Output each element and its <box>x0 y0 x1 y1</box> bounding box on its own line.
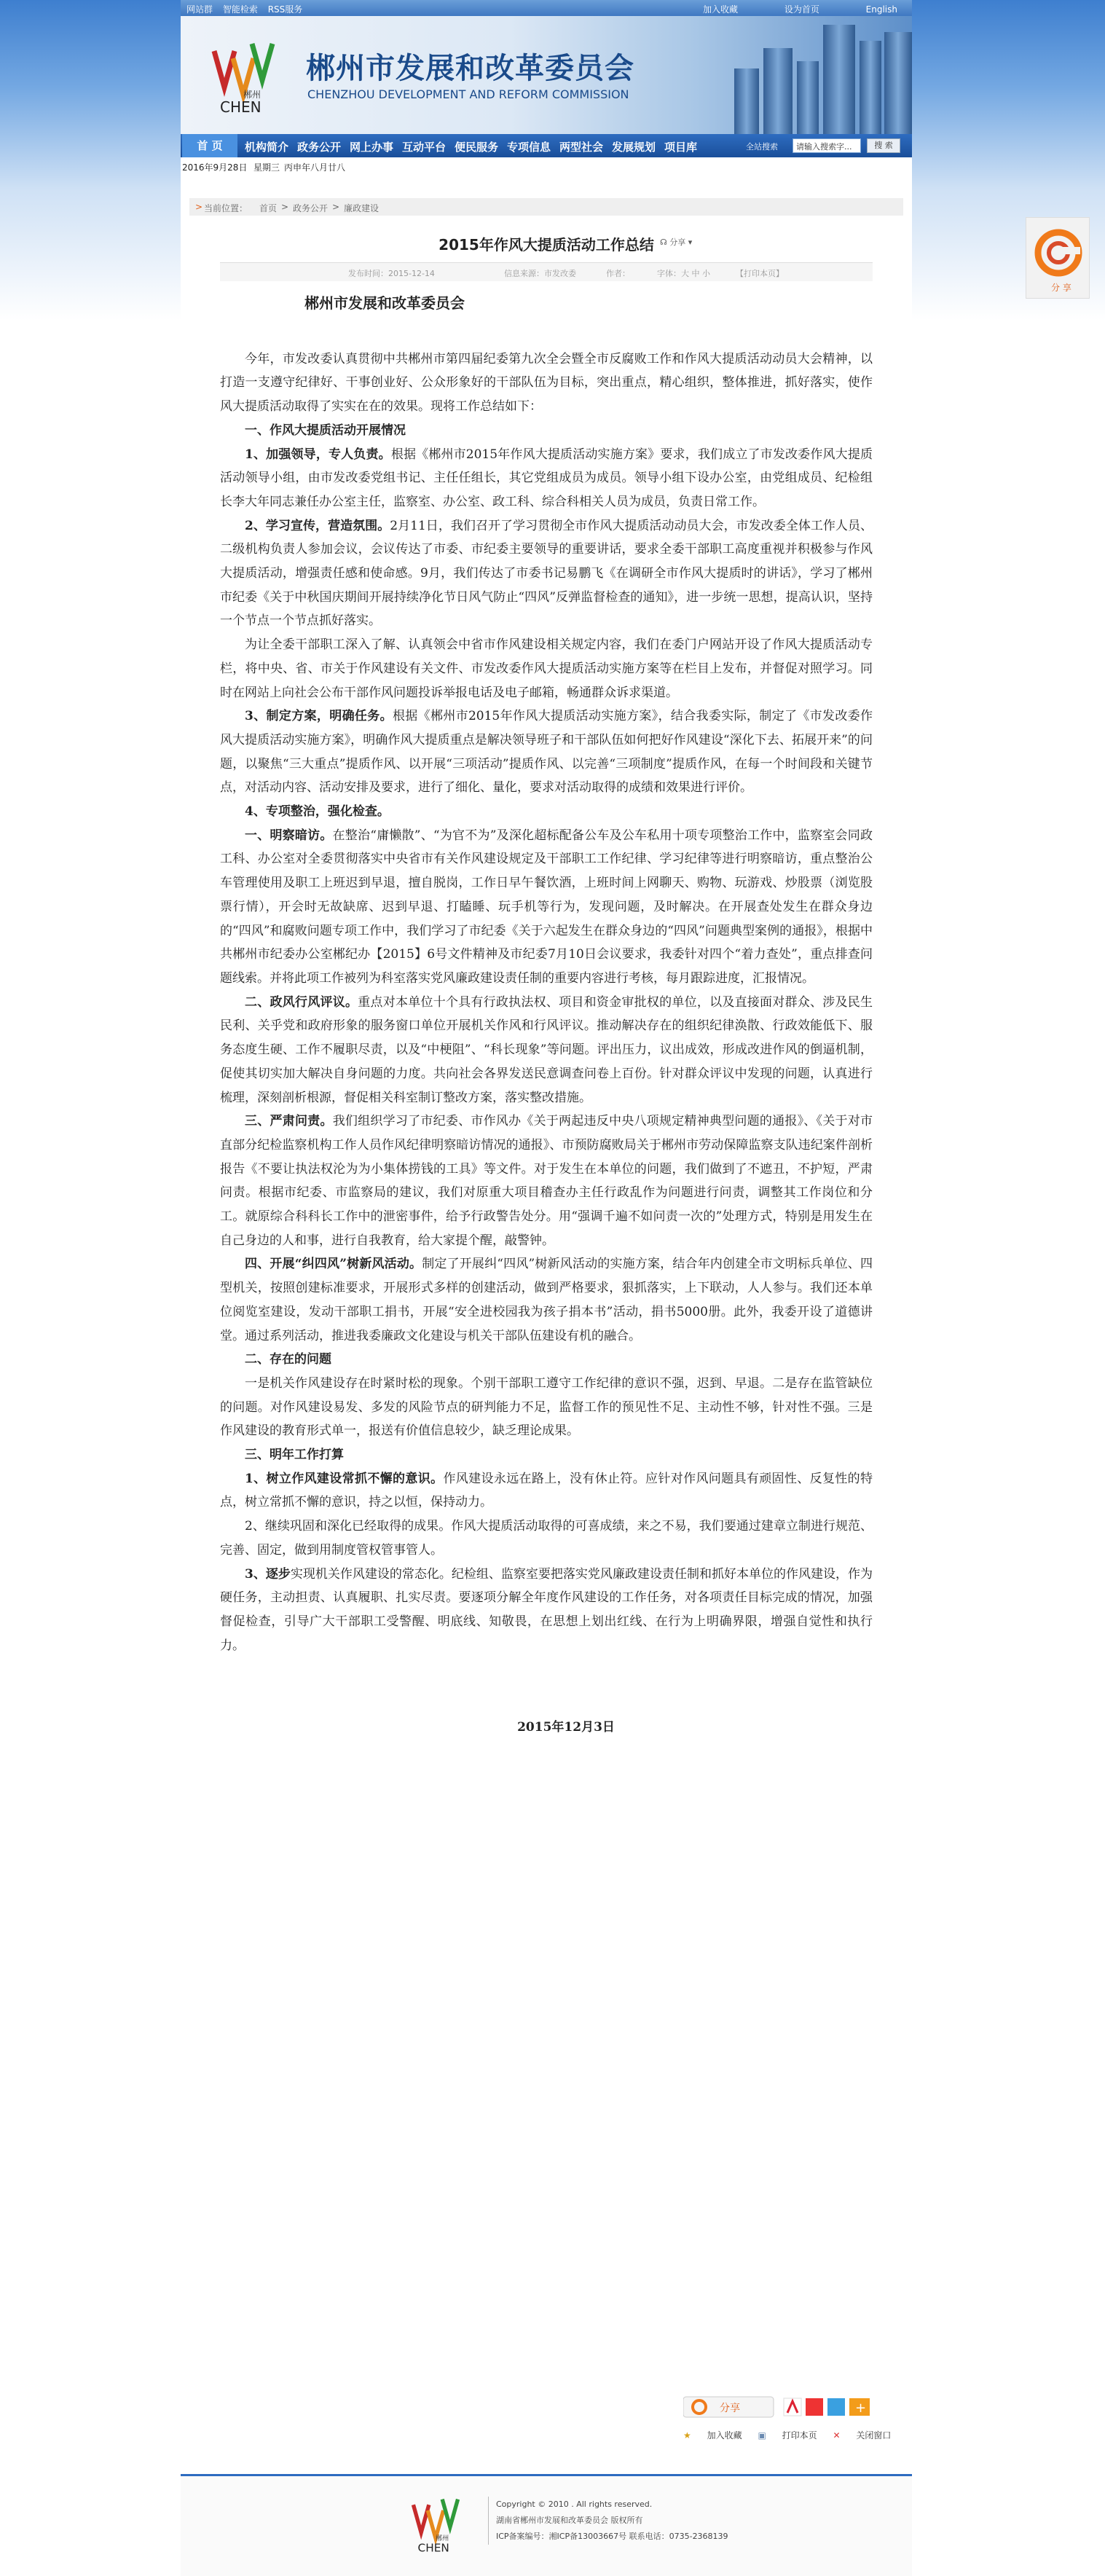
svg-text:CHEN: CHEN <box>417 2541 449 2555</box>
breadcrumb-public-affairs[interactable]: 政务公开 <box>293 203 329 213</box>
printer-icon: ▣ <box>758 2430 766 2440</box>
article-paragraph <box>220 514 873 634</box>
svg-text:分享: 分享 <box>720 2403 740 2414</box>
paragraph-text: 一是机关作风建设存在时紧时松的现象。个别干部职工遵守工作纪律的意识不强，迟到、早退。二是存在监管缺位的问题。对作风建设易发、多发的风险节点的研判能力不足，监督工作的预见性不足、主动性不够，针对性不强。三是作风建设的教育形式单一，报送有价值信息较少，缺乏理论成果。 <box>220 1375 873 1439</box>
topbar-link-rss[interactable]: RSS服务 <box>267 4 303 15</box>
breadcrumb <box>189 198 903 216</box>
paragraph-heading: 4、专项整治，强化检查。 <box>245 804 390 820</box>
article-paragraph <box>220 1348 873 1372</box>
nav-item-convenience[interactable]: 便民服务 <box>455 141 499 154</box>
paragraph-heading: 三、明年工作打算 <box>245 1448 344 1463</box>
print-page-link[interactable]: 打印本页 <box>782 2430 817 2440</box>
site-logo[interactable] <box>207 36 280 117</box>
paragraph-heading: 1、树立作风建设常抓不懈的意识。 <box>245 1471 444 1486</box>
font-size-switch[interactable]: 字体：大 中 小 <box>657 269 710 278</box>
site-footer <box>181 2474 912 2576</box>
paragraph-text: 为让全委干部职工深入了解、认真领会中省市作风建设相关规定内容，我们在委门户网站开设了作风大提质活动专栏，将中央、省、市关于作风建设有关文件、市发改委作风大提质活动实施方案等在栏目上发布，并督促对照学习。同时在网站上向社会公布干部作风问题投诉举报电话及电子邮箱，畅通群众诉求渠道。 <box>220 637 873 700</box>
article-paragraph <box>220 824 873 991</box>
svg-text:CHEN: CHEN <box>220 98 261 116</box>
nav-item-about[interactable]: 机构简介 <box>245 141 289 154</box>
article-paragraph <box>220 800 873 824</box>
nav-item-home[interactable]: 首 页 <box>182 134 237 157</box>
share-icon: ☊ <box>660 237 667 247</box>
skyline-building <box>734 68 759 134</box>
paragraph-heading: 三、严肃问责。 <box>245 1114 333 1129</box>
site-title: 郴州市发展和改革委员会 <box>306 52 634 85</box>
article-paragraph <box>220 1110 873 1252</box>
topbar-link-search[interactable]: 智能检索 <box>222 4 258 15</box>
article-date: 2015年12月3日 <box>517 1720 615 1735</box>
article-paragraph <box>220 419 873 443</box>
paragraph-heading: 一、作风大提质活动开展情况 <box>245 423 406 438</box>
article-paragraph <box>220 1563 873 1658</box>
skyline-building <box>797 61 819 134</box>
nav-item-project-library[interactable]: 项目库 <box>664 141 698 154</box>
nav-item-public-affairs[interactable]: 政务公开 <box>297 141 342 154</box>
article-paragraph <box>220 991 873 1110</box>
paragraph-heading: 四、开展“纠四风”树新风活动。 <box>245 1257 422 1272</box>
article-paragraph <box>220 1515 873 1562</box>
search-input[interactable]: 请输入搜索字... <box>793 138 861 153</box>
breadcrumb-prefix: 当前位置： <box>204 203 248 213</box>
paragraph-text: 我们组织学习了市纪委、市作风办《关于两起违反中央八项规定精神典型问题的通报》、《关于对市直部分纪检监察机构工作人员作风纪律明察暗访情况的通报》、市预防腐败局关于郴州市劳动保障监察支队违纪案件剖析报告《不要让执法权沦为为小集体捞钱的工具》等文件。对于发生在本单位的问题，我们做到了不遮丑，不护短，严肃问责。根据市纪委、市监察局的建议，我们对原重大项目稽查办主任行政乱作为问题进行问责，调整其工作岗位和分工。就原综合科科长工作中的泄密事件，给予行政警告处分。用“强调千遍不如问责一次的”处理方式，特别是用发生在自己身边的人和事，进行自我教育，给大家提个醒，敲警钟。 <box>220 1114 873 1248</box>
search-label: 全站搜索 <box>746 142 778 152</box>
paragraph-text: 根据《郴州市2015年作风大提质活动实施方案》要求，我们成立了市发改委作风大提质活动领导小组，由市发改委党组书记、主任任组长，其它党组成员为成员。领导小组下设办公室，由党组成员、纪检组长李大年同志兼任办公室主任，监察室、办公室、政工科、综合科相关人员为成员，负责日常工作。 <box>220 447 873 509</box>
breadcrumb-separator: > <box>332 202 340 212</box>
article-paragraph <box>220 633 873 704</box>
paragraph-heading: 二、存在的问题 <box>245 1352 331 1367</box>
share-dropdown[interactable] <box>660 236 692 248</box>
share-toolbar[interactable] <box>683 2395 873 2420</box>
breadcrumb-clean-government[interactable]: 廉政建设 <box>344 203 380 213</box>
nav-item-special-info[interactable]: 专项信息 <box>507 141 551 154</box>
svg-text:郴州: 郴州 <box>436 2534 449 2543</box>
close-icon: ✕ <box>833 2430 841 2440</box>
breadcrumb-arrow-icon: > <box>195 202 203 212</box>
author: 作者： <box>606 269 630 278</box>
main-nav <box>181 134 912 157</box>
paragraph-text: 2月11日，我们召开了学习贯彻全市作风大提质活动动员大会，市发改委全体工作人员、二级机构负责人参加会议，会议传达了市委、市纪委主要领导的重要讲话，要求全委干部职工高度重视并积极参与作风大提质活动，增强责任感和使命感。9月，我们传达了市委书记易鹏飞《在调研全市作风大提质时的讲话》，学习了郴州市纪委《关于中秋国庆期间开展持续净化节日风气防止“四风”反弹监督检查的通知》，进一步统一思想，提高认识，坚持一个节点一个节点抓好落实。 <box>220 518 873 629</box>
page-container <box>181 0 912 2576</box>
svg-text:+: + <box>855 2400 867 2416</box>
paragraph-text: 制定了开展纠“四风”树新风活动的实施方案，结合年内创建全市文明标兵单位、四型机关，按照创建标准要求，开展形式多样的创建活动，做到严格要求，狠抓落实，上下联动，人人参与。我们还本单位阅览室建设，发动干部职工捐书，开展“安全进校园我为孩子捐本书”活动，捐书5000册。此外，我委开设了道德讲堂。通过系列活动，推进我委廉政文化建设与机关干部队伍建设有机的融合。 <box>220 1257 873 1343</box>
top-utility-bar <box>181 0 912 16</box>
close-window-link[interactable]: 关闭窗口 <box>856 2430 892 2440</box>
article-paragraph <box>220 443 873 514</box>
paragraph-text: 2、继续巩固和深化已经取得的成果。作风大提质活动取得的可喜成绩，来之不易，我们要通过建章立制进行规范、完善、固定，做到用制度管权管事管人。 <box>220 1519 873 1558</box>
paragraph-text: 根据《郴州市2015年作风大提质活动实施方案》，结合我委实际，制定了《市发改委作风大提质活动实施方案》，明确作风大提质重点是解决领导班子和干部队伍如何把好作风建设“深化下去、拓展开来”的问题，以聚焦“三大重点”提质作风、以开展“三项活动”提质作风、以完善“三项制度”提质作风，在每一个时间段和关键节点，对活动内容、活动安排及要求，进行了细化、量化，要求对活动取得的成绩和效果进行评价。 <box>220 709 873 796</box>
site-subtitle: CHENZHOU DEVELOPMENT AND REFORM COMMISSION <box>307 87 629 101</box>
breadcrumb-home[interactable]: 首页 <box>259 203 278 213</box>
print-link[interactable]: 【打印本页】 <box>736 269 784 278</box>
paragraph-heading: 3、制定方案，明确任务。 <box>245 709 393 724</box>
info-source: 信息来源：市发改委 <box>504 269 576 278</box>
skyline-building <box>763 48 793 134</box>
paragraph-text: 作风建设永远在路上，没有休止符。应针对作风问题具有顽固性、反复性的特点，树立常抓不懈的意识，持之以恒，保持动力。 <box>220 1471 873 1510</box>
paragraph-text: 今年，市发改委认真贯彻中共郴州市第四届纪委第九次全会暨全市反腐败工作和作风大提质活动动员大会精神，以打造一支遵守纪律好、干事创业好、公众形象好的干部队伍为目标，突出重点，精心组织，整体推进，抓好落实，使作风大提质活动取得了实实在在的效果。现将工作总结如下： <box>220 351 873 415</box>
paragraph-text: 重点对本单位十个具有行政执法权、项目和资金审批权的单位，以及直接面对群众、涉及民生民利、关乎党和政府形象的服务窗口单位开展机关作风和行风评议。推动解决存在的组织纪律涣散、行政效能低下、服务态度生硬、工作不履职尽责，以及“中梗阻”、“科长现象”等问题。评出压力，议出成效，形成改进作风的倒逼机制，促使其切实加大解决自身问题的力度。共向社会各界发送民意调查问卷上百份。针对群众评议中发现的问题，认真进行梳理，深刻剖析根源，督促相关科室制订整改方案，落实整改措施。 <box>220 994 873 1105</box>
paragraph-heading: 一、明察暗访。 <box>245 828 333 843</box>
article-paragraph <box>220 1443 873 1467</box>
topbar-link-sites[interactable]: 网站群 <box>186 4 213 15</box>
footer-copyright: Copyright © 2010 . All rights reserved. <box>496 2500 653 2509</box>
article-tools <box>683 2429 904 2441</box>
article-paragraph <box>220 1372 873 1443</box>
topbar-link-favorite[interactable]: 加入收藏 <box>702 4 738 15</box>
article-meta <box>220 262 873 281</box>
chevron-down-icon: ▾ <box>688 237 693 247</box>
article-paragraph <box>220 1467 873 1515</box>
article-paragraph <box>220 1252 873 1348</box>
article-paragraph <box>220 704 873 800</box>
skyline-building <box>884 32 912 134</box>
nav-item-planning[interactable]: 发展规划 <box>612 141 656 154</box>
floating-share-widget[interactable] <box>1026 217 1090 299</box>
share-logo-icon <box>1026 218 1090 299</box>
breadcrumb-separator: > <box>281 202 289 212</box>
svg-text:郴州: 郴州 <box>243 90 261 100</box>
publish-time: 发布时间：2015-12-14 <box>348 269 435 278</box>
nav-item-online-service[interactable]: 网上办事 <box>350 141 394 154</box>
site-banner <box>181 16 912 134</box>
paragraph-text: 在整治“庸懒散”、“为官不为”及深化超标配备公车及公车私用十项专项整治工作中，监察室会同政工科、办公室对全委贯彻落实中央省市有关作风建设规定及干部职工工作纪律、学习纪律等进行明察暗访，重点整治公车管理使用及职工上班迟到早退，擅自脱岗，工作日早午餐饮酒，上班时间上网聊天、购物、玩游戏、炒股票（浏览股票行情），开会时无故缺席、迟到早退、打瞌睡、玩手机等行为，发现问题，及时解决。在开展查处发生在群众身边的“四风”和腐败问题专项工作中，我们学习了市纪委《关于六起发生在群众身边的“四风”问题典型案例的通报》，根据中共郴州市纪委办公室郴纪办【2015】6号文件精神及市纪委7月10日会议要求，我委针对四个“着力查处”，重点排查问题线索。并将此项工作被列为科室落实党风廉政建设责任制的重要内容进行考核，每月跟踪进度，汇报情况。 <box>220 828 873 986</box>
current-date: 2016年9月28日 <box>182 162 248 173</box>
skyline-building <box>860 41 881 134</box>
nav-item-interaction[interactable]: 互动平台 <box>402 141 447 154</box>
search-button[interactable]: 搜 索 <box>867 138 900 153</box>
article-org: 郴州市发展和改革委员会 <box>304 294 465 312</box>
article-paragraph <box>220 347 873 419</box>
skyline-building <box>823 25 855 134</box>
date-bar <box>181 157 912 175</box>
share-label: 分享 <box>669 237 686 247</box>
nav-item-two-type-society[interactable]: 两型社会 <box>559 141 604 154</box>
current-weekday: 星期三 <box>253 162 280 173</box>
article-body <box>220 291 873 1740</box>
paragraph-text: 实现机关作风建设的常态化。纪检组、监察室要把落实党风廉政建设责任制和抓好本单位的作风建设，作为硬任务，主动担责、认真履职、扎实尽责。要逐项分解全年度作风建设的工作任务，对各项责任目标完成的情况，加强督促检查，引导广大干部职工受警醒、明底线、知敬畏，在思想上划出红线、在行为上明确界限，增强自觉性和执行力。 <box>220 1566 873 1653</box>
topbar-link-english[interactable]: English <box>865 4 897 15</box>
paragraph-heading: 二、政风行风评议。 <box>245 994 358 1010</box>
svg-text:分 享: 分 享 <box>1051 283 1071 293</box>
favorite-icon: ★ <box>683 2430 691 2440</box>
footer-text <box>488 2497 728 2545</box>
article-title: 2015年作风大提质活动工作总结 <box>439 236 654 254</box>
lunar-date: 丙申年八月廿八 <box>284 162 346 173</box>
footer-owner: 湖南省郴州市发展和改革委员会 版权所有 <box>496 2516 643 2525</box>
add-favorite-link[interactable]: 加入收藏 <box>707 2430 742 2440</box>
paragraph-heading: 3、逐步 <box>245 1566 291 1582</box>
topbar-link-homepage[interactable]: 设为首页 <box>784 4 819 15</box>
paragraph-heading: 2、学习宣传，营造氛围。 <box>245 518 390 533</box>
paragraph-heading: 1、加强领导，专人负责。 <box>245 447 391 462</box>
footer-logo <box>406 2494 465 2555</box>
footer-icp: ICP备案编号：湘ICP备13003667号 联系电话：0735-2368139 <box>496 2532 728 2541</box>
